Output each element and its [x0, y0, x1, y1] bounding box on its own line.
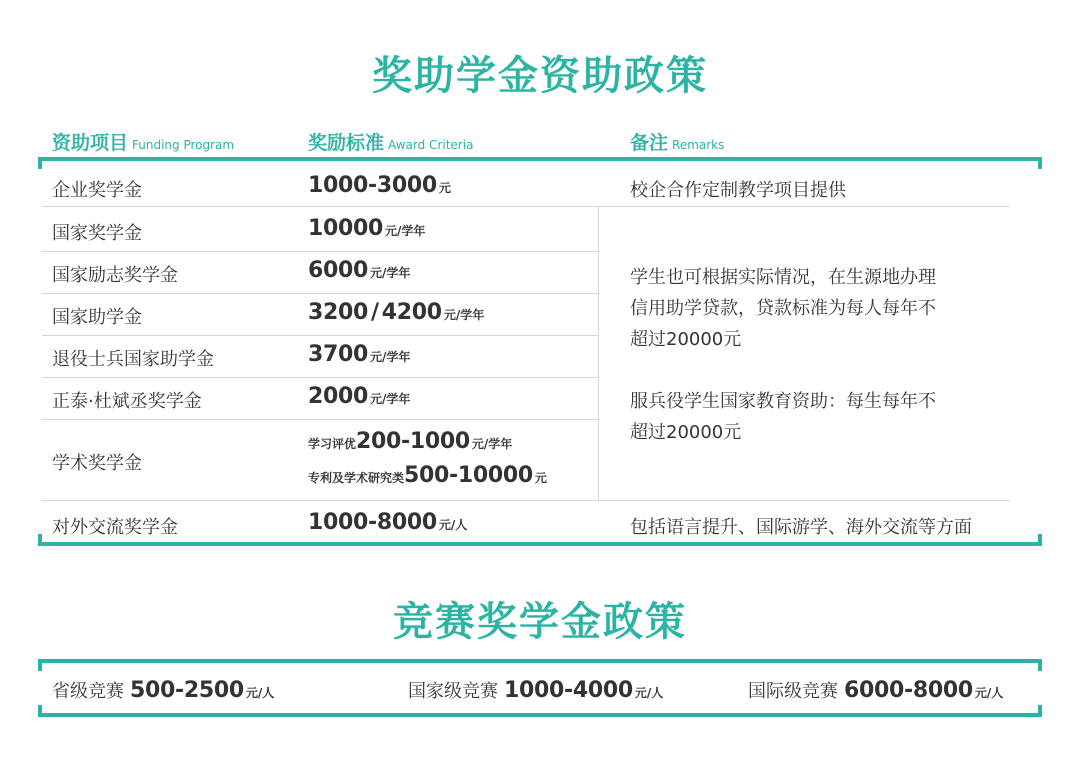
competition-top-bracket	[38, 659, 1042, 663]
row-divider	[42, 206, 1010, 207]
competition-provincial: 省级竞赛 500-2500 元/人	[52, 678, 275, 703]
row-name-inspirational: 国家励志奖学金	[52, 265, 178, 286]
row-amount-veteran: 3700 元/学年	[308, 342, 411, 367]
row-amount-enterprise: 1000-3000 元	[308, 173, 451, 198]
row-divider	[42, 377, 598, 378]
competition-bottom-bracket-left	[38, 705, 42, 717]
competition-title: 竞赛奖学金政策	[393, 599, 687, 645]
competition-bottom-bracket	[38, 713, 1042, 717]
row-name-grant: 国家助学金	[52, 307, 142, 328]
table-bottom-bracket	[38, 542, 1042, 546]
row-name-academic: 学术奖学金	[52, 453, 142, 474]
row-divider	[42, 335, 598, 336]
row-name-national: 国家奖学金	[52, 223, 142, 244]
header-award-criteria: 奖励标准 Award Criteria	[308, 132, 474, 154]
table-top-bracket-right	[1038, 157, 1042, 169]
row-amount-academic-line2: 专利及学术研究类500-10000 元	[308, 463, 547, 488]
table-bottom-bracket-left	[38, 534, 42, 546]
row-divider	[42, 251, 598, 252]
column-divider	[598, 207, 599, 500]
table-top-bracket	[38, 157, 1042, 161]
row-name-veteran: 退役士兵国家助学金	[52, 349, 214, 370]
row-amount-inspirational: 6000 元/学年	[308, 258, 411, 283]
row-divider	[42, 293, 598, 294]
remark-exchange: 包括语言提升、国际游学、海外交流等方面	[630, 517, 972, 538]
row-divider	[42, 419, 598, 420]
remark-loan: 学生也可根据实际情况，在生源地办理 信用助学贷款，贷款标准为每人每年不 超过20000元	[630, 267, 936, 350]
row-divider	[42, 500, 1010, 501]
funding-title: 奖助学金资助政策	[372, 53, 708, 99]
competition-top-bracket-left	[38, 659, 42, 671]
header-funding-program: 资助项目 Funding Program	[52, 132, 235, 154]
competition-national: 国家级竞赛 1000-4000 元/人	[408, 678, 664, 703]
competition-international: 国际级竞赛 6000-8000 元/人	[748, 678, 1004, 703]
row-name-exchange: 对外交流奖学金	[52, 517, 178, 538]
competition-bottom-bracket-right	[1038, 705, 1042, 717]
row-amount-exchange: 1000-8000 元/人	[308, 510, 468, 535]
competition-top-bracket-right	[1038, 659, 1042, 671]
row-amount-national: 10000 元/学年	[308, 216, 426, 241]
remark-enterprise: 校企合作定制教学项目提供	[630, 180, 846, 201]
row-amount-zhengtai: 2000 元/学年	[308, 384, 411, 409]
header-remarks: 备注 Remarks	[630, 132, 725, 154]
table-bottom-bracket-right	[1038, 534, 1042, 546]
table-top-bracket-left	[38, 157, 42, 169]
row-amount-grant: 3200 / 4200 元/学年	[308, 300, 485, 325]
row-amount-academic-line1: 学习评优200-1000 元/学年	[308, 429, 513, 454]
row-name-zhengtai: 正泰·杜斌丞奖学金	[52, 391, 202, 412]
row-name-enterprise: 企业奖学金	[52, 180, 142, 201]
remark-military: 服兵役学生国家教育资助：每生每年不 超过20000元	[630, 391, 936, 443]
